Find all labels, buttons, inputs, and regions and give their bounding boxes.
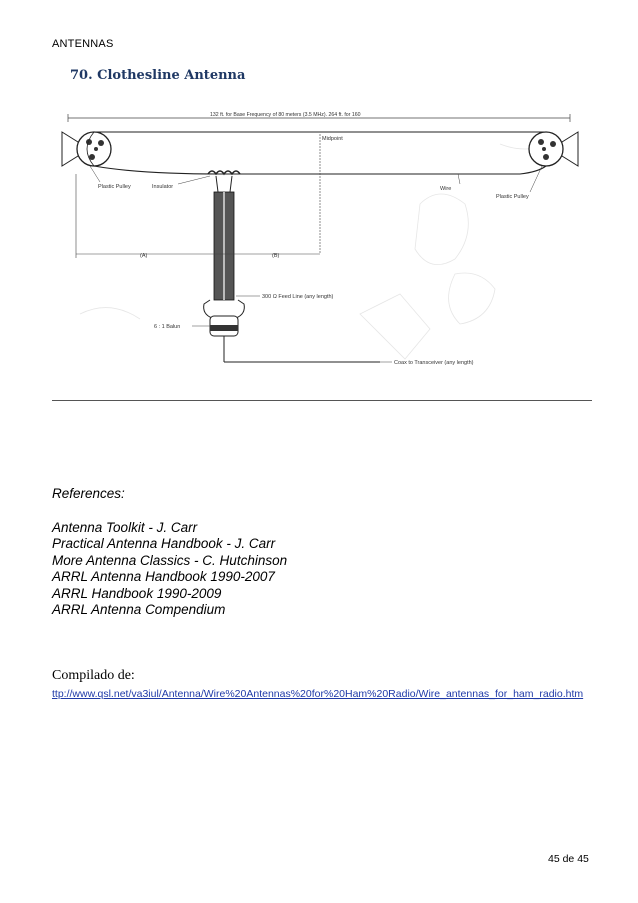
reference-item: ARRL Handbook 1990-2009: [52, 585, 222, 601]
source-link[interactable]: ttp://www.qsl.net/va3iul/Antenna/Wire%20Antennas%20for%20Ham%20Radio/Wire_antennas_for_ham_radio.htm: [52, 688, 584, 700]
coax-label: Coax to Transceiver (any length): [394, 360, 474, 366]
segment-a-label: (A): [140, 253, 148, 259]
feed-line: [214, 176, 234, 300]
references-heading: References:: [52, 486, 125, 501]
running-header: ANTENNAS: [52, 38, 114, 50]
segment-b-label: (B): [272, 253, 280, 259]
compiled-from-label: Compilado de:: [52, 668, 135, 683]
section-title: 70. Clothesline Antenna: [70, 68, 246, 83]
reference-item: Practical Antenna Handbook - J. Carr: [52, 536, 276, 551]
plastic-pulley-left: [62, 132, 111, 166]
insulator-label: Insulator: [152, 184, 174, 190]
plastic-pulley-right-label: Plastic Pulley: [496, 194, 529, 200]
balun: [204, 300, 380, 362]
midpoint-label: Midpoint: [322, 136, 343, 142]
reference-item: ARRL Antenna Handbook 1990-2007: [52, 569, 275, 584]
clothesline-antenna-diagram: [60, 104, 580, 376]
page-number: 45 de 45: [548, 853, 589, 865]
wire-label: Wire: [440, 186, 452, 192]
balun-label: 6 : 1 Balun: [154, 324, 181, 330]
horizontal-divider: [52, 400, 592, 401]
plastic-pulley-right: [529, 132, 578, 166]
feed-line-label: 300 Ω Feed Line (any length): [262, 294, 334, 300]
background-sketch: [80, 144, 550, 359]
references-block: [52, 486, 287, 619]
top-dimension-label: 132 ft. for Base Frequency of 80 meters (3.5 MHz). 264 ft. for 160: [210, 112, 361, 118]
reference-item: Antenna Toolkit - J. Carr: [52, 519, 198, 535]
reference-item: More Antenna Classics - C. Hutchinson: [52, 552, 288, 568]
reference-item: ARRL Antenna Compendium: [52, 602, 226, 617]
plastic-pulley-left-label: Plastic Pulley: [98, 184, 131, 190]
